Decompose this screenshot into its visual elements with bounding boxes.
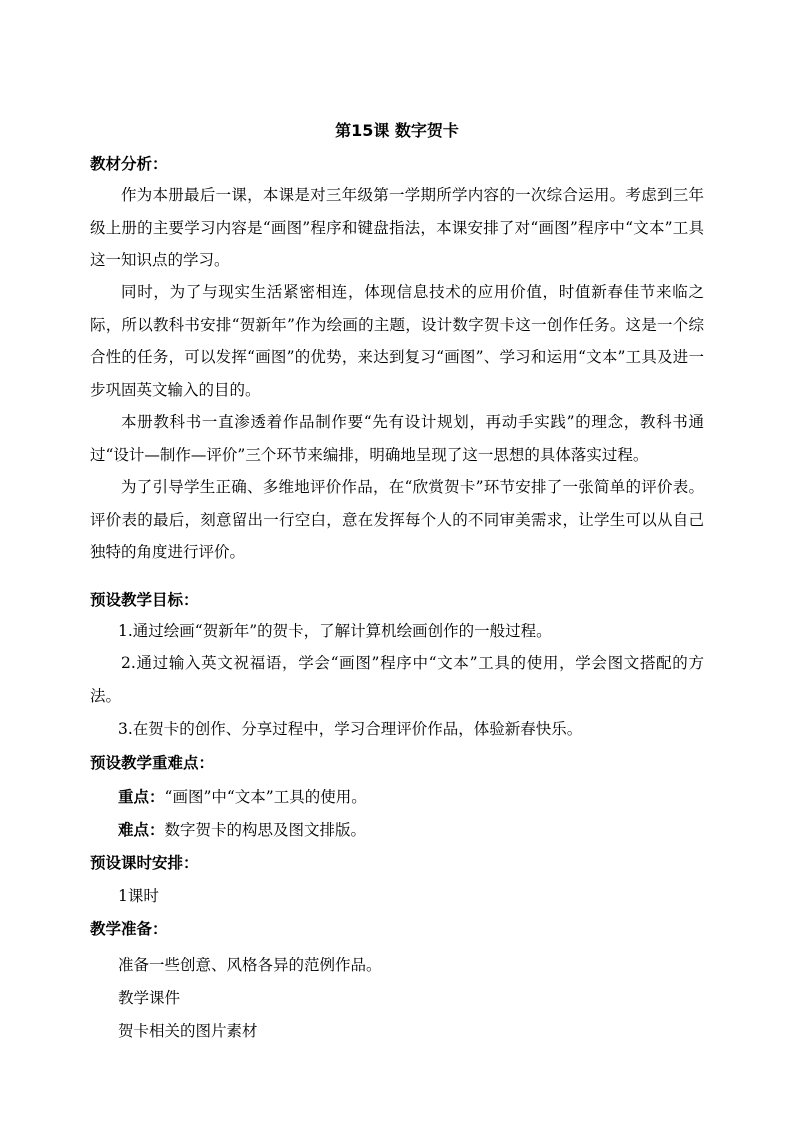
- page-title: 第15课 数字贺卡: [335, 121, 459, 140]
- difficulty-label: 难点：: [118, 821, 165, 839]
- section-heading-goals: 预设教学目标：: [90, 591, 199, 609]
- difficulty-line: [118, 818, 366, 842]
- schedule-text: 1课时: [118, 887, 159, 905]
- preparation-item-1: 准备一些创意、风格各异的范例作品。: [118, 956, 382, 974]
- analysis-paragraph-2: 同时，为了与现实生活紧密相连，体现信息技术的应用价值，时值新春佳节来临之际，所以教科书安排“贺新年”作为绘画的主题，设计数字贺卡这一创作任务。这是一个综合性的任务，可以发挥“画图”的优势，来达到复习“画图”、学习和运用“文本”工具及进一步巩固英文输入的目的。: [90, 283, 704, 399]
- section-heading-key-points: 预设教学重难点：: [90, 754, 215, 772]
- preparation-item-2: 教学课件: [118, 989, 181, 1007]
- analysis-paragraph-3: 本册教科书一直渗透着作品制作要“先有设计规划，再动手实践”的理念，教科书通过“设计—制作—评价”三个环节来编排，明确地呈现了这一思想的具体落实过程。: [90, 413, 704, 464]
- goal-item-3: 3.在贺卡的创作、分享过程中，学习合理评价作品，体验新春快乐。: [118, 720, 583, 738]
- difficulty-text: 数字贺卡的构思及图文排版。: [164, 821, 367, 839]
- goal-item-2: 2.通过输入英文祝福语，学会“画图”程序中“文本”工具的使用，学会图文搭配的方法。: [90, 654, 704, 705]
- key-point-text: “画图”中“文本”工具的使用。: [164, 788, 367, 806]
- key-point-label: 重点：: [118, 788, 165, 806]
- goal-item-1: 1.通过绘画“贺新年”的贺卡，了解计算机绘画创作的一般过程。: [118, 622, 552, 640]
- section-heading-preparation: 教学准备：: [90, 920, 168, 938]
- key-point-line: [118, 785, 367, 809]
- preparation-item-3: 贺卡相关的图片素材: [118, 1022, 258, 1040]
- section-heading-schedule: 预设课时安排：: [90, 854, 199, 872]
- section-heading-analysis: 教材分析：: [90, 155, 168, 173]
- analysis-paragraph-1: 作为本册最后一课，本课是对三年级第一学期所学内容的一次综合运用。考虑到三年级上册的主要学习内容是“画图”程序和键盘指法，本课安排了对“画图”程序中“文本”工具这一知识点的学习。: [90, 186, 704, 269]
- analysis-paragraph-4: 为了引导学生正确、多维地评价作品，在“欣赏贺卡”环节安排了一张简单的评价表。评价表的最后，刻意留出一行空白，意在发挥每个人的不同审美需求，让学生可以从自己独特的角度进行评价。: [90, 478, 704, 561]
